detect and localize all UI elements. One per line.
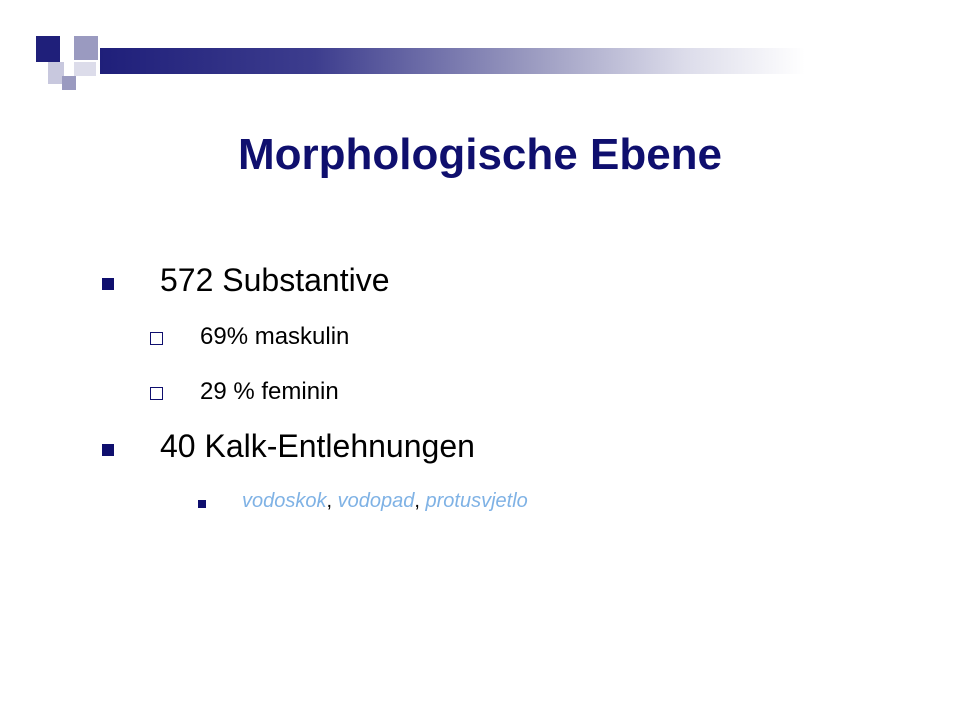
slide-title: Morphologische Ebene bbox=[237, 130, 723, 179]
deco-square-icon bbox=[62, 76, 76, 90]
hollow-square-bullet-icon bbox=[150, 387, 163, 400]
bullet-text: 29 % feminin bbox=[200, 378, 339, 405]
deco-square-icon bbox=[74, 62, 96, 76]
header-gradient-bar bbox=[100, 48, 960, 74]
deco-square-icon bbox=[74, 36, 98, 60]
bullet-text: 40 Kalk-Entlehnungen bbox=[160, 428, 475, 464]
separator: , bbox=[326, 490, 338, 512]
filled-square-bullet-icon bbox=[102, 444, 114, 456]
example-word: vodopad bbox=[337, 490, 415, 512]
decorative-header bbox=[0, 0, 960, 100]
example-word: protusvjetlo bbox=[425, 490, 528, 512]
separator: , bbox=[414, 490, 426, 512]
bullet-text: 572 Substantive bbox=[160, 262, 390, 298]
filled-square-bullet-icon bbox=[102, 278, 114, 290]
small-filled-square-bullet-icon bbox=[198, 500, 206, 508]
hollow-square-bullet-icon bbox=[150, 332, 163, 345]
example-word: vodoskok bbox=[242, 490, 327, 512]
deco-square-icon bbox=[36, 36, 60, 62]
bullet-text: 69% maskulin bbox=[200, 323, 350, 350]
examples-line bbox=[242, 490, 528, 513]
